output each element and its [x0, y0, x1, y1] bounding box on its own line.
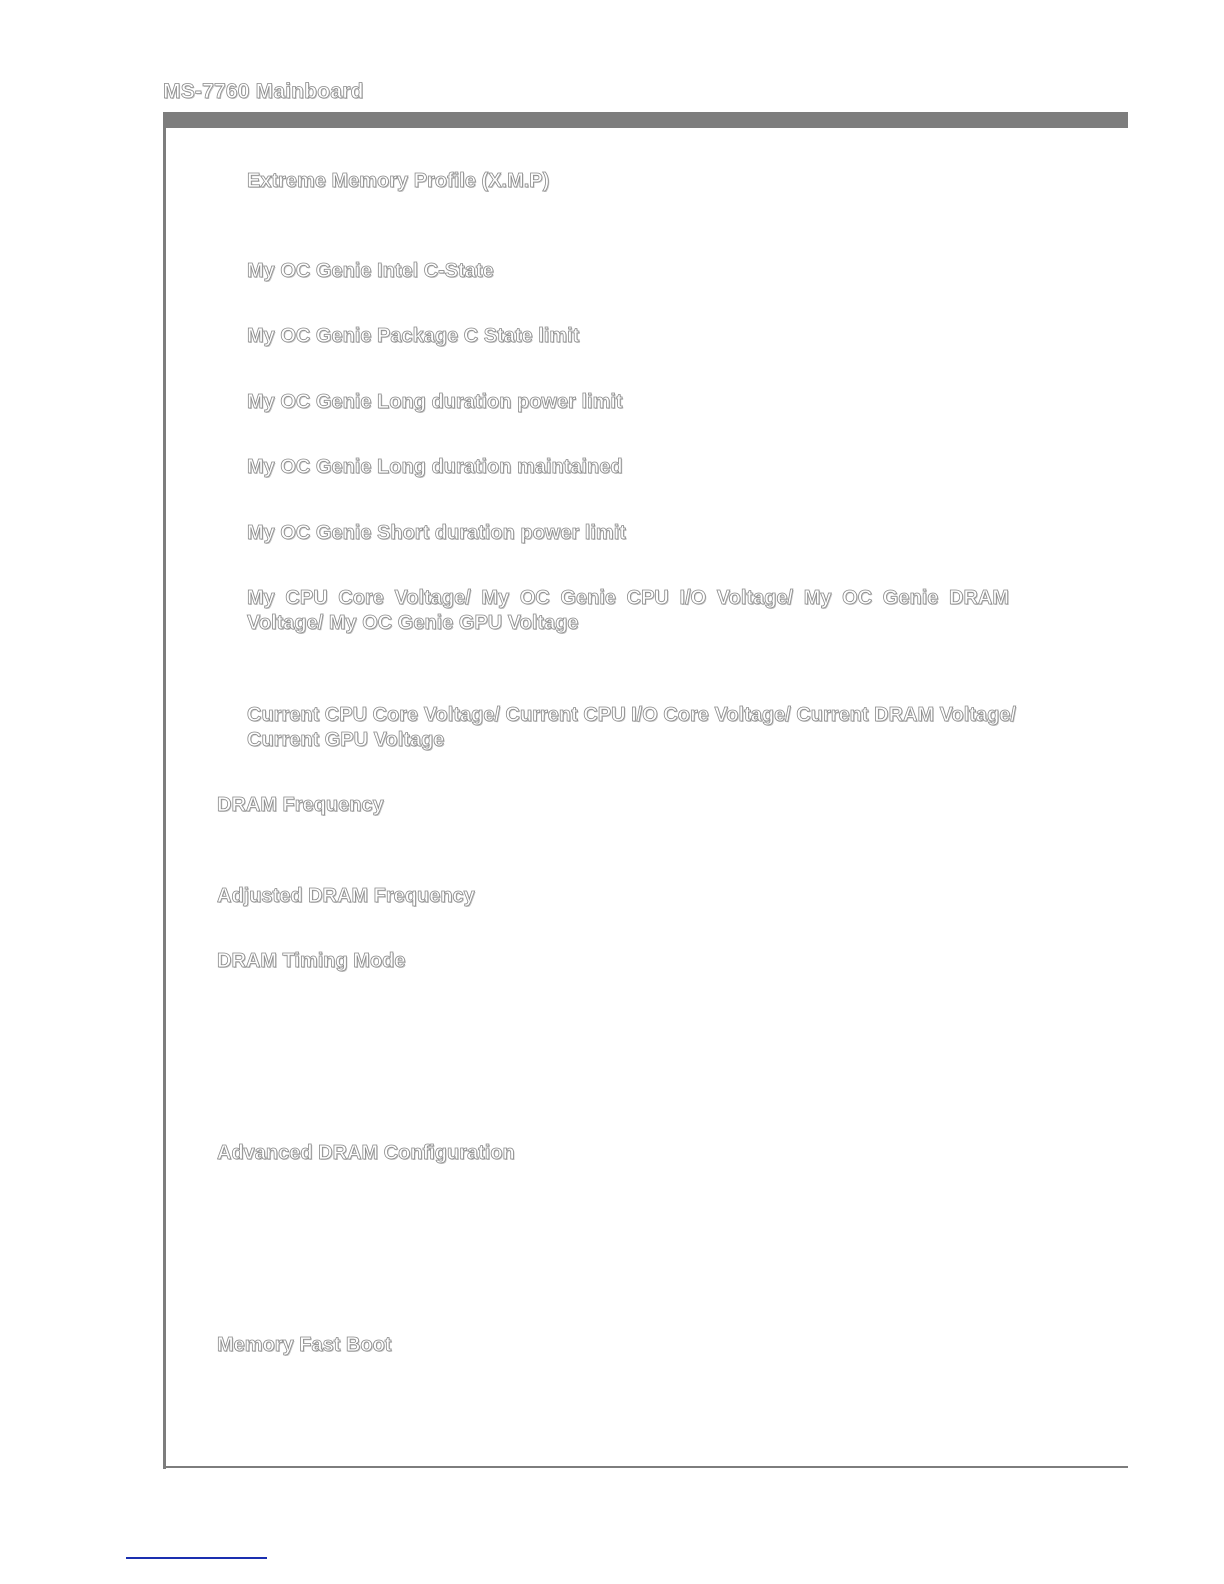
footer-link-underline	[126, 1557, 267, 1559]
item-oc-genie-voltages: My CPU Core Voltage/ My OC Genie CPU I/O Voltage/ My OC Genie DRAM Voltage/ My OC Genie GPU Voltage	[247, 587, 1009, 634]
header-bar	[163, 112, 1128, 128]
item-current-voltages: Current CPU Core Voltage/ Current CPU I/O Core Voltage/ Current DRAM Voltage/ Current GPU Voltage	[247, 704, 1016, 751]
left-border	[163, 112, 166, 1469]
item-long-duration-power-limit: My OC Genie Long duration power limit	[247, 391, 623, 413]
item-xmp: Extreme Memory Profile (X.M.P)	[247, 170, 550, 192]
item-package-c-state: My OC Genie Package C State limit	[247, 325, 580, 347]
page-header: MS-7760 Mainboard	[163, 80, 364, 103]
item-memory-fast-boot: Memory Fast Boot	[217, 1334, 392, 1356]
item-dram-frequency: DRAM Frequency	[217, 794, 384, 816]
item-c-state: My OC Genie Intel C-State	[247, 260, 494, 282]
item-advanced-dram-configuration: Advanced DRAM Configuration	[217, 1142, 515, 1164]
item-long-duration-maintained: My OC Genie Long duration maintained	[247, 456, 623, 478]
item-short-duration-power-limit: My OC Genie Short duration power limit	[247, 522, 626, 544]
bottom-border	[163, 1466, 1128, 1468]
item-dram-timing-mode: DRAM Timing Mode	[217, 950, 406, 972]
item-adjusted-dram-frequency: Adjusted DRAM Frequency	[217, 885, 475, 907]
